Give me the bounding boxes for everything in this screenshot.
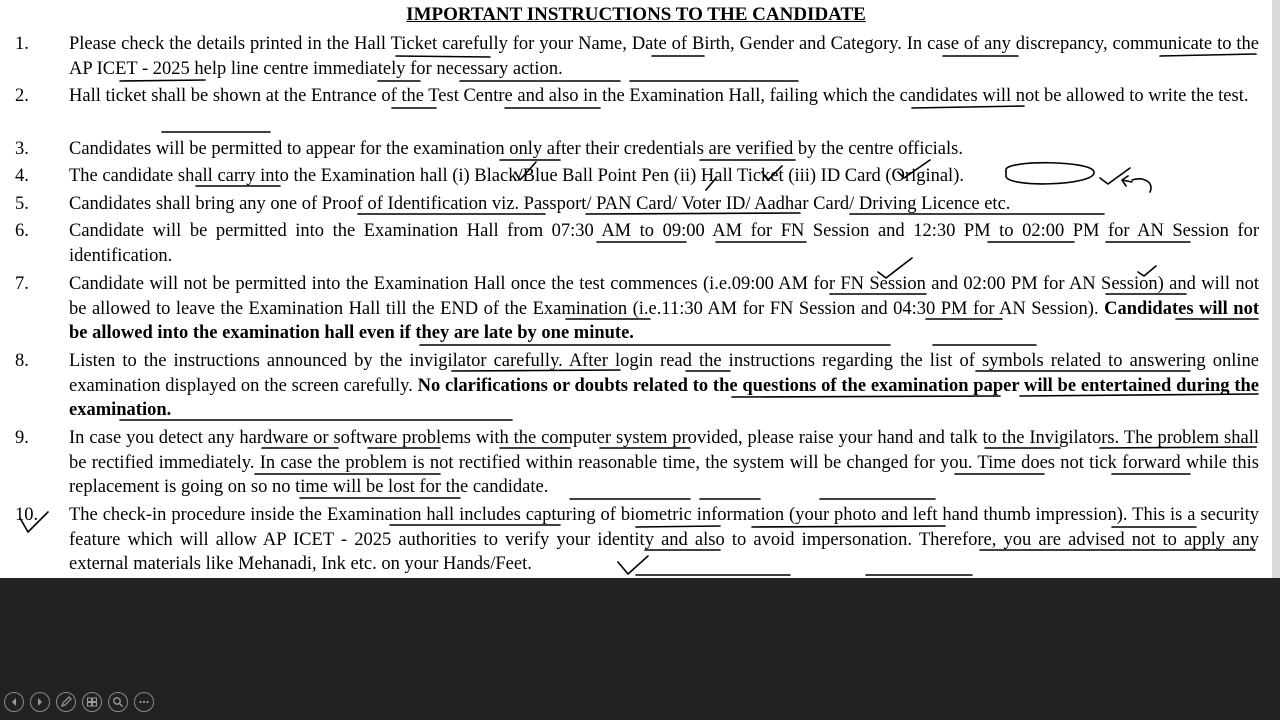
item-number: 3. [15, 139, 29, 159]
pen-tool-button[interactable] [56, 692, 76, 712]
item-text-part: Listen to the instructions announced by the invigilator carefully. After login read the instructions regarding the list of symbols related to answering online examination displayed on the screen carefully. [69, 351, 1259, 396]
item-number: 10. [15, 505, 39, 525]
item-text-bold: No clarifications or doubts related to the questions of the examination paper will be entertained during the examination. [69, 375, 1259, 420]
ellipsis-icon [138, 696, 150, 708]
slides-icon [86, 696, 98, 708]
page-title: IMPORTANT INSTRUCTIONS TO THE CANDIDATE [406, 4, 866, 25]
item-text [69, 192, 1259, 217]
item-text [69, 219, 1259, 268]
item-number: 2. [15, 86, 29, 106]
item-text [69, 426, 1259, 500]
slideshow-toolbar [4, 692, 154, 716]
item-text-part: Candidates will be permitted to appear for the examination only after their credentials are verified by the centre officials. [69, 139, 963, 159]
more-options-button[interactable] [134, 692, 154, 712]
item-text [69, 32, 1259, 81]
item-text-part: Candidate will not be permitted into the Examination Hall once the test commences (i.e.09:00 AM for FN Session and 02:00 PM for AN Session) and will not be allowed to leave the Examination Hall till the END of the Examination (i.e.11:30 AM for FN Session and 04:30 PM for AN Session). [69, 274, 1259, 319]
zoom-button[interactable] [108, 692, 128, 712]
item-text [69, 503, 1259, 577]
item-number: 1. [15, 34, 29, 54]
item-number: 7. [15, 274, 29, 294]
pen-icon [60, 696, 72, 708]
item-text-part: The candidate shall carry into the Examination hall (i) Black/Blue Ball Point Pen (ii) Hall Ticket (iii) ID Card (Original). [69, 166, 964, 186]
item-text-part: Please check the details printed in the Hall Ticket carefully for your Name, Date of Birth, Gender and Category. In case of any discrepancy, communicate to the AP ICET - 2025 help line centre immediately for necessary action. [69, 34, 1259, 79]
item-number: 5. [15, 194, 29, 214]
item-text [69, 137, 1259, 162]
slides-view-button[interactable] [82, 692, 102, 712]
item-number: 6. [15, 221, 29, 241]
item-text-part: The check-in procedure inside the Examination hall includes capturing of biometric information (your photo and left hand thumb impression). This is a security feature which will allow AP ICET - 2025 authorities to verify your identity and also to avoid impersonation. Therefore, you are advised not to apply any external materials like Mehanadi, Ink etc. on your Hands/Feet. [69, 505, 1259, 574]
next-slide-button[interactable] [30, 692, 50, 712]
item-text [69, 164, 1259, 189]
item-text-bold: Candidates will not be allowed into the examination hall even if they are late by one minute. [69, 298, 1259, 343]
chevron-left-icon [8, 696, 20, 708]
magnifier-icon [112, 696, 124, 708]
item-text-part: Candidate will be permitted into the Examination Hall from 07:30 AM to 09:00 AM for FN Session and 12:30 PM to 02:00 PM for AN Session for identification. [69, 221, 1259, 266]
item-text [69, 349, 1259, 423]
item-text [69, 272, 1259, 346]
item-number: 9. [15, 428, 29, 448]
chevron-right-icon [34, 696, 46, 708]
previous-slide-button[interactable] [4, 692, 24, 712]
item-number: 8. [15, 351, 29, 371]
item-text-part: Hall ticket shall be shown at the Entrance of the Test Centre and also in the Examination Hall, failing which the candidates will not be allowed to write the test. [69, 86, 1249, 106]
item-text [69, 84, 1259, 109]
item-text-part: In case you detect any hardware or software problems with the computer system provided, please raise your hand and talk to the Invigilators. The problem shall be rectified immediately. In case the problem is not rectified within reasonable time, the system will be changed for you. Time does not tick forward while this replacement is going on so no time will be lost for the candidate. [69, 428, 1259, 497]
item-text-part: Candidates shall bring any one of Proof of Identification viz. Passport/ PAN Card/ Voter ID/ Aadhar Card/ Driving Licence etc. [69, 194, 1011, 214]
item-number: 4. [15, 166, 29, 186]
slide-edge [1272, 0, 1280, 578]
